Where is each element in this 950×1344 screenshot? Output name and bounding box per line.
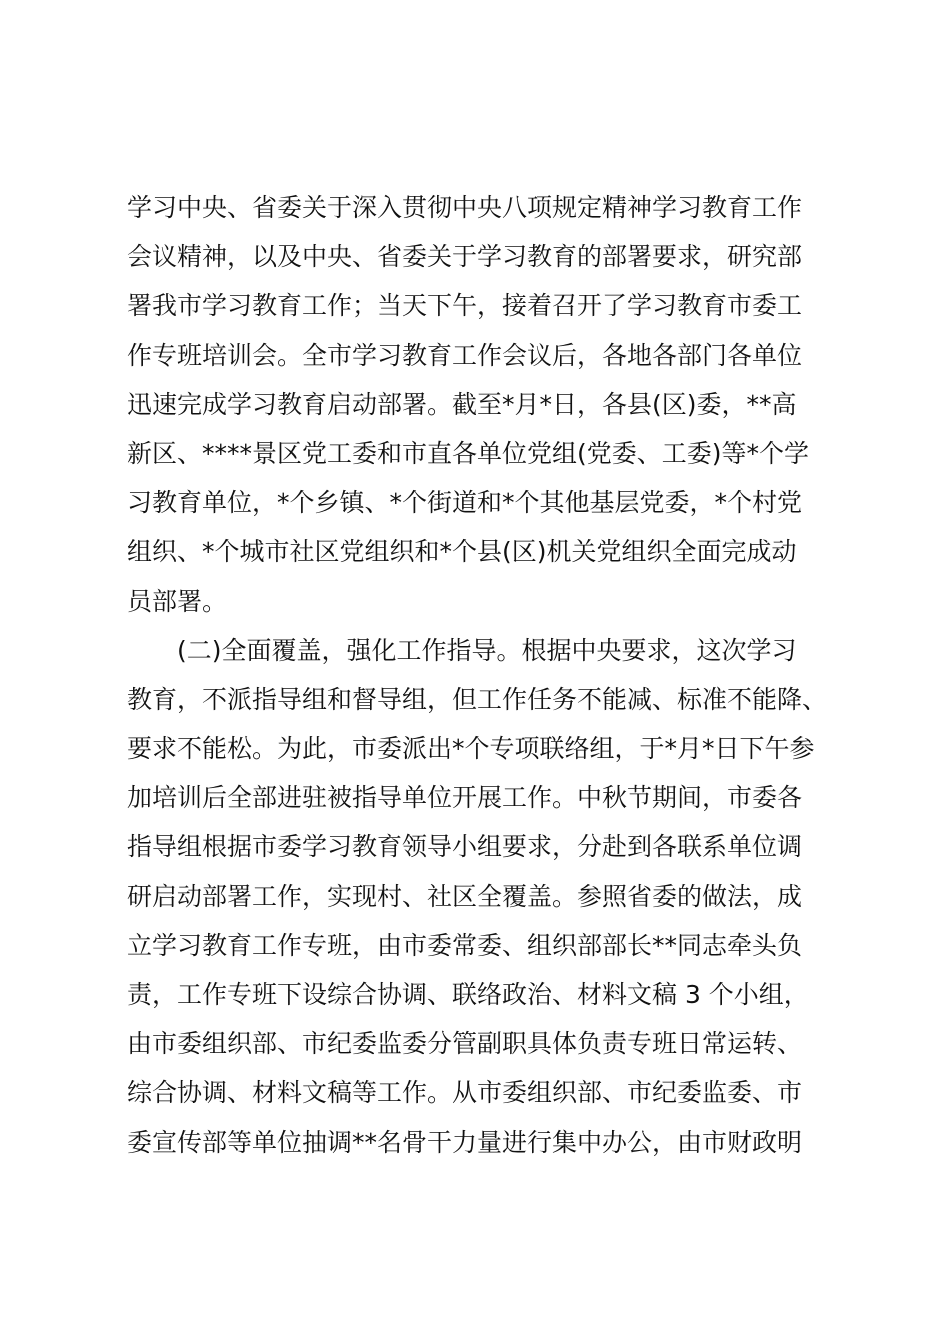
paragraph-start-line: (二)全面覆盖，强化工作指导。根据中央要求，这次学习 (177, 635, 797, 665)
text-line: 组织、*个城市社区党组织和*个县(区)机关党组织全面完成动 (127, 537, 797, 567)
text-line: 委宣传部等单位抽调**名骨干力量进行集中办公，由市财政明 (127, 1127, 803, 1157)
text-line: 综合协调、材料文稿等工作。从市委组织部、市纪委监委、市 (127, 1078, 803, 1108)
text-line: 学习中央、省委关于深入贯彻中央八项规定精神学习教育工作 (127, 193, 803, 222)
text-line: 署我市学习教育工作；当天下午，接着召开了学习教育市委工 (127, 291, 803, 321)
text-line: 由市委组织部、市纪委监委分管副职具体负责专班日常运转、 (127, 1029, 803, 1059)
text-line: 会议精神，以及中央、省委关于学习教育的部署要求，研究部 (127, 242, 803, 272)
text-line: 员部署。 (127, 586, 228, 616)
text-line: 习教育单位，*个乡镇、*个街道和*个其他基层党委，*个村党 (127, 488, 803, 518)
body-text (127, 183, 847, 1167)
text-line: 立学习教育工作专班，由市委常委、组织部部长**同志牵头负 (127, 930, 803, 960)
text-line: 责，工作专班下设综合协调、联络政治、材料文稿 3 个小组， (127, 980, 809, 1009)
text-line: 加培训后全部进驻被指导单位开展工作。中秋节期间，市委各 (127, 783, 803, 813)
text-line: 研启动部署工作，实现村、社区全覆盖。参照省委的做法，成 (127, 881, 803, 911)
text-line: 新区、****景区党工委和市直各单位党组(党委、工委)等*个学 (127, 438, 810, 468)
text-line: 迅速完成学习教育启动部署。截至*月*日，各县(区)委，**高 (127, 389, 797, 419)
text-line: 指导组根据市委学习教育领导小组要求，分赴到各联系单位调 (127, 832, 803, 862)
text-line: 作专班培训会。全市学习教育工作会议后，各地各部门各单位 (127, 340, 803, 370)
text-line: 教育，不派指导组和督导组，但工作任务不能减、标准不能降、 (127, 684, 828, 714)
text-line: 要求不能松。为此，市委派出*个专项联络组，于*月*日下午参 (127, 734, 815, 764)
